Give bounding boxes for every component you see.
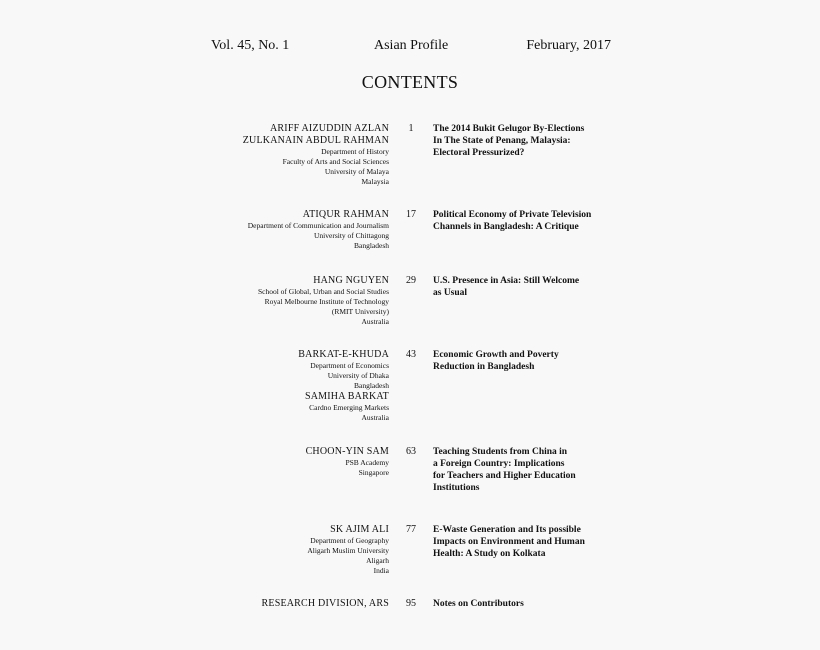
entry-authors bbox=[307, 524, 389, 576]
author-affiliation: Department of History bbox=[321, 147, 389, 156]
page-number: 77 bbox=[406, 524, 416, 535]
page-number: 63 bbox=[406, 446, 416, 457]
author-affiliation: India bbox=[373, 566, 389, 575]
author-affiliation: Cardno Emerging Markets bbox=[309, 403, 389, 412]
author-affiliation: Singapore bbox=[358, 468, 389, 477]
article-title-line: Institutions bbox=[433, 483, 480, 493]
page-number: 43 bbox=[406, 349, 416, 360]
author-affiliation: Department of Economics bbox=[310, 361, 389, 370]
author-affiliation: University of Chittagong bbox=[314, 231, 389, 240]
author-affiliation: Australia bbox=[361, 317, 389, 326]
article-title-line: Electoral Pressurized? bbox=[433, 148, 525, 158]
author-affiliation: Royal Melbourne Institute of Technology bbox=[264, 297, 389, 306]
author-affiliation: PSB Academy bbox=[345, 458, 389, 467]
article-title-line: Economic Growth and Poverty bbox=[433, 350, 559, 360]
volume-number: Vol. 45, No. 1 bbox=[211, 38, 290, 53]
page-number: 17 bbox=[406, 209, 416, 220]
article-title-line: for Teachers and Higher Education bbox=[433, 471, 576, 481]
article-title-line: The 2014 Bukit Gelugor By-Elections bbox=[433, 124, 585, 134]
author-name: ATIQUR RAHMAN bbox=[302, 209, 389, 220]
author-affiliation: School of Global, Urban and Social Studies bbox=[257, 287, 389, 296]
article-title-line: U.S. Presence in Asia: Still Welcome bbox=[433, 276, 580, 286]
author-affiliation: (RMIT University) bbox=[331, 307, 389, 316]
page-number: 1 bbox=[408, 123, 414, 134]
page-number: 95 bbox=[406, 598, 416, 609]
author-affiliation: Aligarh bbox=[366, 556, 389, 565]
issue-date: February, 2017 bbox=[526, 38, 611, 53]
author-affiliation: University of Malaya bbox=[324, 167, 389, 176]
author-name: SK AJIM ALI bbox=[330, 524, 389, 535]
author-name: ARIFF AIZUDDIN AZLAN bbox=[270, 123, 389, 134]
article-title-line: Notes on Contributors bbox=[433, 599, 524, 609]
article-title-line: Impacts on Environment and Human bbox=[433, 537, 585, 547]
article-title-line: Channels in Bangladesh: A Critique bbox=[433, 222, 579, 232]
article-title-line: as Usual bbox=[433, 288, 468, 298]
author-affiliation: Faculty of Arts and Social Sciences bbox=[282, 157, 389, 166]
author-name: CHOON-YIN SAM bbox=[305, 446, 389, 457]
author-affiliation: Department of Geography bbox=[310, 536, 389, 545]
entry-authors bbox=[306, 446, 389, 478]
article-title bbox=[433, 446, 633, 494]
entry-authors bbox=[298, 349, 389, 423]
article-title-line: Political Economy of Private Television bbox=[433, 210, 592, 220]
entry-authors bbox=[248, 209, 389, 251]
article-title bbox=[433, 209, 633, 233]
article-title bbox=[433, 275, 633, 299]
author-affiliation: Bangladesh bbox=[354, 381, 389, 390]
page-title: CONTENTS bbox=[361, 72, 459, 92]
article-title-line: a Foreign Country: Implications bbox=[433, 459, 565, 469]
journal-name: Asian Profile bbox=[374, 38, 449, 53]
article-title-line: Health: A Study on Kolkata bbox=[433, 549, 546, 559]
article-title bbox=[433, 524, 633, 560]
entry-authors bbox=[262, 598, 389, 610]
article-title-line: E-Waste Generation and Its possible bbox=[433, 525, 581, 535]
author-affiliation: Bangladesh bbox=[354, 241, 389, 250]
article-title bbox=[433, 349, 633, 373]
author-name: BARKAT-E-KHUDA bbox=[298, 349, 389, 360]
entry-authors bbox=[243, 123, 389, 187]
article-title-line: Reduction in Bangladesh bbox=[433, 362, 535, 372]
page-number: 29 bbox=[406, 275, 416, 286]
article-title bbox=[433, 123, 633, 159]
article-title-line: In The State of Penang, Malaysia: bbox=[433, 136, 571, 146]
article-title-line: Teaching Students from China in bbox=[433, 447, 568, 457]
author-name: RESEARCH DIVISION, ARS bbox=[261, 598, 389, 609]
author-affiliation: Department of Communication and Journalism bbox=[247, 221, 389, 230]
running-header bbox=[211, 38, 611, 58]
author-affiliation: Aligarh Muslim University bbox=[307, 546, 389, 555]
article-title bbox=[433, 598, 633, 610]
entry-authors bbox=[258, 275, 389, 327]
author-name: ZULKANAIN ABDUL RAHMAN bbox=[242, 135, 389, 146]
author-affiliation: Malaysia bbox=[361, 177, 389, 186]
author-affiliation: Australia bbox=[361, 413, 389, 422]
author-name: HANG NGUYEN bbox=[313, 275, 389, 286]
author-affiliation: University of Dhaka bbox=[327, 371, 389, 380]
author-name: SAMIHA BARKAT bbox=[304, 391, 389, 402]
